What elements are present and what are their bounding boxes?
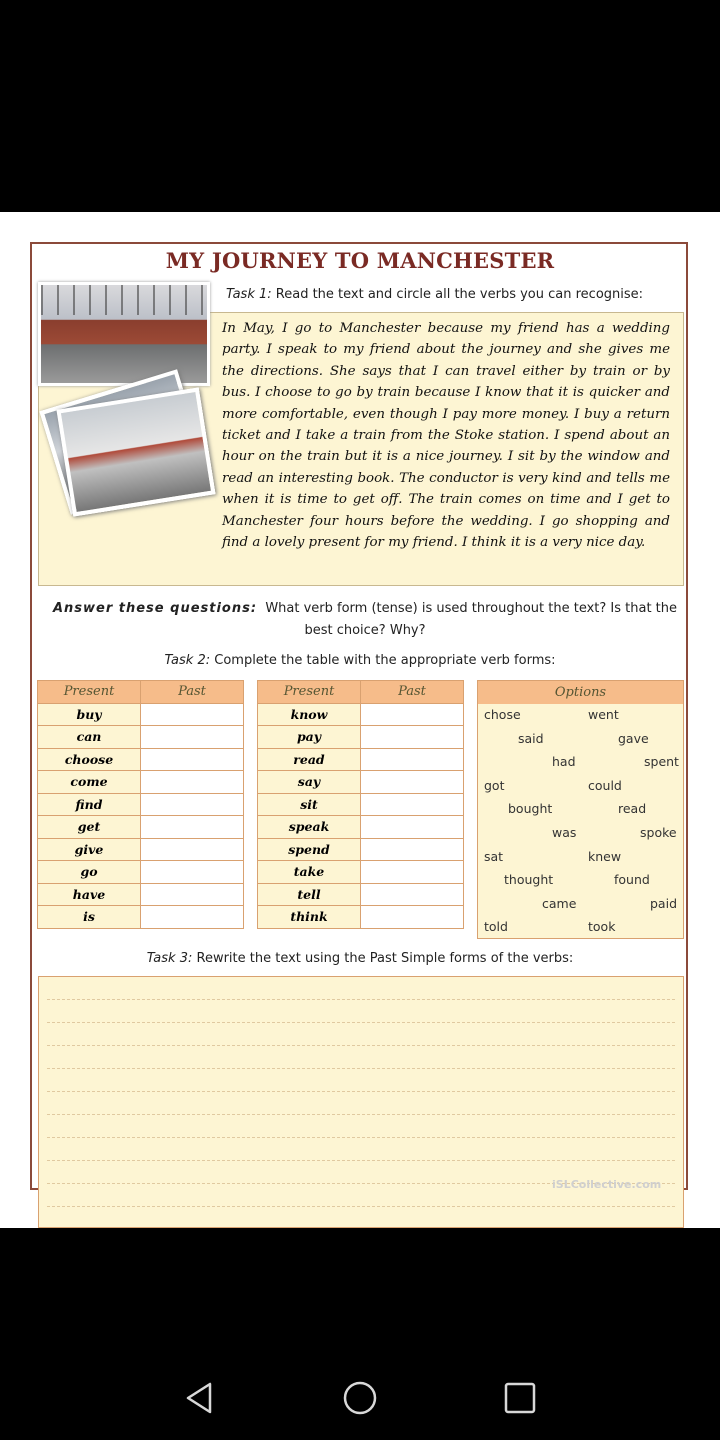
option-word: knew [588, 849, 622, 864]
present-verb: have [38, 883, 141, 906]
option-word: paid [650, 896, 678, 911]
present-verb: say [258, 771, 361, 794]
verb-table-1 [37, 680, 244, 929]
task1-text: Read the text and circle all the verbs you can recognise: [275, 287, 644, 302]
writing-line [47, 1114, 675, 1115]
table-row [258, 771, 464, 794]
present-verb: go [38, 861, 141, 884]
present-verb: find [38, 793, 141, 816]
present-verb: is [38, 906, 141, 929]
table-row [38, 861, 244, 884]
writing-line [47, 1022, 675, 1023]
questions-label: Answer these questions: [52, 601, 258, 616]
option-word: got [484, 778, 505, 793]
option-word: read [618, 801, 647, 816]
option-word: went [588, 707, 619, 722]
past-answer-cell[interactable] [361, 861, 464, 884]
past-answer-cell[interactable] [141, 726, 244, 749]
table-row [38, 838, 244, 861]
table-row [258, 703, 464, 726]
table-row [258, 906, 464, 929]
option-word: told [484, 919, 508, 934]
table-row [38, 726, 244, 749]
table-row [38, 771, 244, 794]
writing-line [47, 1045, 675, 1046]
task2-text: Complete the table with the appropriate verb forms: [214, 653, 556, 668]
present-verb: can [38, 726, 141, 749]
station-building-photo [38, 282, 210, 386]
option-word: found [614, 872, 650, 887]
verb-table-2 [257, 680, 464, 929]
table-row [258, 726, 464, 749]
present-verb: read [258, 748, 361, 771]
platform-photo-front [56, 387, 215, 516]
table-row [38, 883, 244, 906]
table-row [38, 816, 244, 839]
option-word: had [552, 754, 576, 769]
option-word: gave [618, 731, 649, 746]
present-verb: give [38, 838, 141, 861]
past-answer-cell[interactable] [361, 883, 464, 906]
present-verb: know [258, 703, 361, 726]
station-photos [34, 278, 214, 508]
option-word: was [552, 825, 577, 840]
present-verb: spend [258, 838, 361, 861]
present-header: Present [258, 681, 361, 704]
table-row [258, 838, 464, 861]
table-row [38, 793, 244, 816]
past-answer-cell[interactable] [361, 726, 464, 749]
past-answer-cell[interactable] [141, 816, 244, 839]
task3-label: Task 3: [146, 951, 193, 966]
table-row [38, 906, 244, 929]
task1-label: Task 1: [226, 287, 272, 302]
writing-line [47, 1160, 675, 1161]
present-verb: come [38, 771, 141, 794]
option-word: chose [484, 707, 521, 722]
writing-line [47, 1206, 675, 1207]
writing-line [47, 1137, 675, 1138]
option-word: took [588, 919, 616, 934]
option-word: bought [508, 801, 553, 816]
writing-line [47, 1068, 675, 1069]
option-word: spent [644, 754, 679, 769]
past-header: Past [141, 681, 244, 704]
writing-line [47, 1091, 675, 1092]
questions [50, 598, 680, 642]
recents-icon[interactable] [502, 1380, 538, 1416]
task3-instruction [0, 951, 720, 966]
past-answer-cell[interactable] [141, 906, 244, 929]
questions-text: What verb form (tense) is used throughout the text? Is that the best choice? Why? [265, 601, 678, 638]
present-verb: buy [38, 703, 141, 726]
present-verb: pay [258, 726, 361, 749]
task3-text: Rewrite the text using the Past Simple forms of the verbs: [196, 951, 574, 966]
past-answer-cell[interactable] [361, 838, 464, 861]
option-word: sat [484, 849, 504, 864]
past-answer-cell[interactable] [141, 793, 244, 816]
past-answer-cell[interactable] [361, 793, 464, 816]
options-box [477, 680, 684, 939]
android-nav-bar [0, 1356, 720, 1440]
reading-passage: In May, I go to Manchester because my friend has a wedding party. I speak to my friend about the journey and she gives me the directions. She says that I can travel either by train or by bus. I choose to go by train because I know that it is quicker and more comfortable, even though I pay more money. I buy a return ticket and I take a train from the Stoke station. I spend about an hour on the train but it is a nice journey. I sit by the window and read an interesting book. The conductor is very kind and tells me when it is time to get off. The train comes on time and I get to Manchester four hours before the wedding. I go shopping and find a lovely present for my friend. I think it is a very nice day. [222, 321, 670, 551]
table-row [38, 748, 244, 771]
table-row [258, 861, 464, 884]
table-row [258, 816, 464, 839]
option-word: spoke [640, 825, 677, 840]
present-verb: get [38, 816, 141, 839]
present-verb: take [258, 861, 361, 884]
past-header: Past [361, 681, 464, 704]
page-title: MY JOURNEY TO MANCHESTER [165, 248, 555, 273]
present-verb: choose [38, 748, 141, 771]
past-answer-cell[interactable] [361, 703, 464, 726]
past-answer-cell[interactable] [361, 816, 464, 839]
home-icon[interactable] [342, 1380, 378, 1416]
table-row [258, 748, 464, 771]
present-verb: speak [258, 816, 361, 839]
option-word: could [588, 778, 622, 793]
past-answer-cell[interactable] [361, 771, 464, 794]
past-answer-cell[interactable] [361, 748, 464, 771]
option-word: thought [504, 872, 554, 887]
past-answer-cell[interactable] [141, 861, 244, 884]
present-verb: sit [258, 793, 361, 816]
table-row [258, 793, 464, 816]
past-answer-cell[interactable] [361, 906, 464, 929]
present-verb: tell [258, 883, 361, 906]
table-row [258, 883, 464, 906]
task1-instruction [226, 287, 643, 302]
present-verb: think [258, 906, 361, 929]
past-answer-cell[interactable] [141, 771, 244, 794]
options-header: Options [478, 681, 683, 704]
watermark: iSLCollective.com [552, 1178, 662, 1191]
past-answer-cell[interactable] [141, 883, 244, 906]
task2-instruction [0, 653, 720, 668]
worksheet-page [0, 212, 720, 1228]
back-icon[interactable] [182, 1380, 218, 1416]
option-word: said [518, 731, 544, 746]
present-header: Present [38, 681, 141, 704]
table-row [38, 703, 244, 726]
past-answer-cell[interactable] [141, 748, 244, 771]
option-word: came [542, 896, 577, 911]
past-answer-cell[interactable] [141, 838, 244, 861]
writing-line [47, 999, 675, 1000]
task2-label: Task 2: [164, 653, 211, 668]
past-answer-cell[interactable] [141, 703, 244, 726]
